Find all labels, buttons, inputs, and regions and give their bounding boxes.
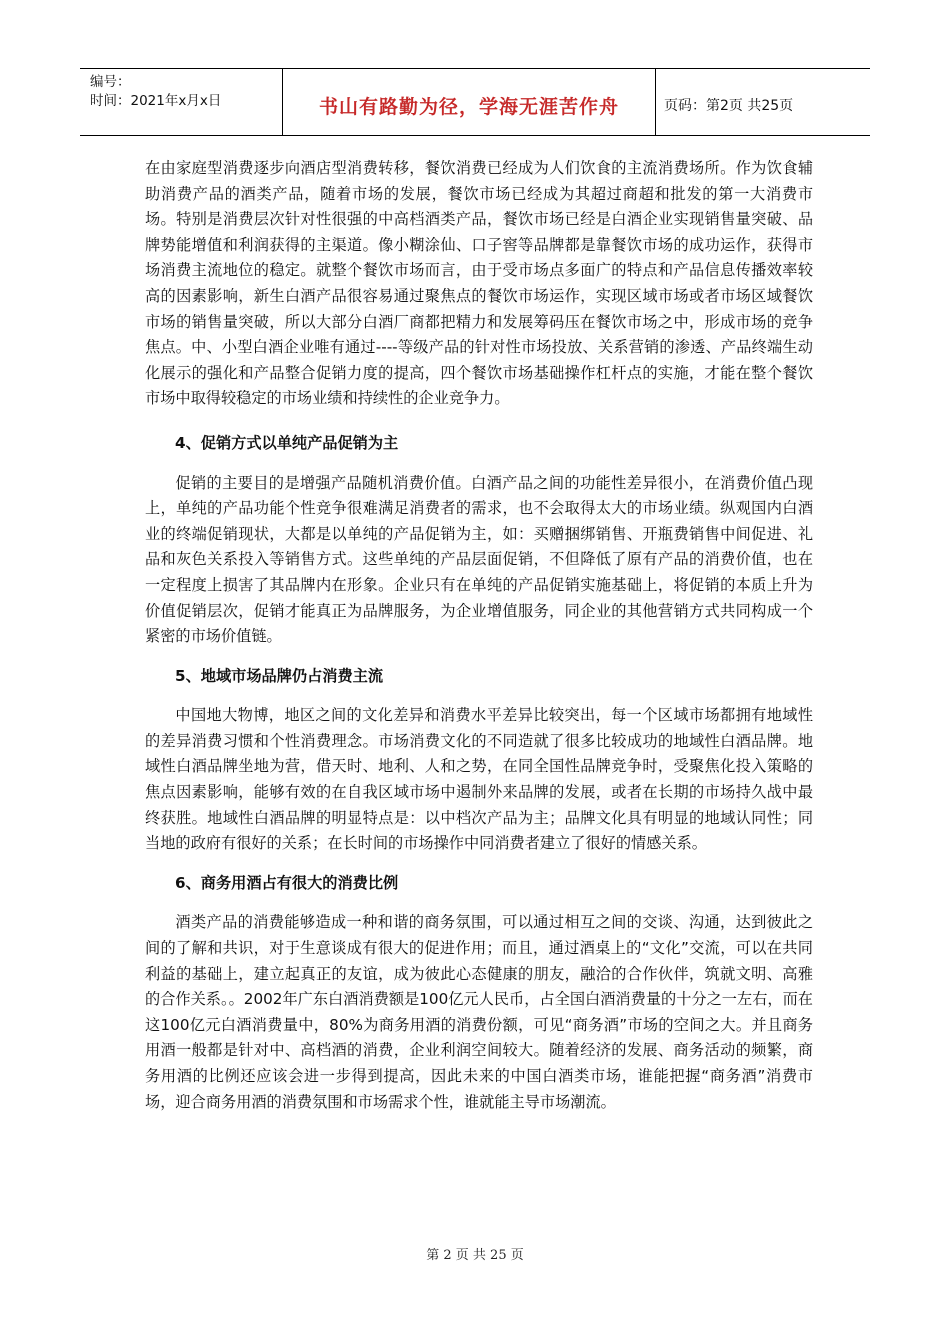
header-slogan: 书山有路勤为径，学海无涯苦作舟 xyxy=(283,69,656,135)
paragraph-regional-brands: 中国地大物博，地区之间的文化差异和消费水平差异比较突出，每一个区域市场都拥有地域性的差异消费习惯和个性消费理念。市场消费文化的不同造就了很多比较成功的地域性白酒品牌。地域性白酒品牌坐地为营，借天时、地利、人和之势，在同全国性品牌竞争时，受聚焦化投入策略的焦点因素影响，能够有效的在自我区域市场中遏制外来品牌的发展，或者在长期的市场持久战中最终获胜。地域性白酒品牌的明显特点是：以中档次产品为主；品牌文化具有明显的地域认同性；同当地的政府有很好的关系；在长时间的市场操作中同消费者建立了很好的情感关系。 xyxy=(145,706,813,853)
paragraph-dining-market: 在由家庭型消费逐步向酒店型消费转移，餐饮消费已经成为人们饮食的主流消费场所。作为饮食辅助消费产品的酒类产品，随着市场的发展，餐饮市场已经成为其超过商超和批发的第一大消费市场。特别是消费层次针对性很强的中高档酒类产品，餐饮市场已经是白酒企业实现销售量突破、品牌势能增值和利润获得的主渠道。像小糊涂仙、口子窖等品牌都是靠餐饮市场的成功运作，获得市场消费主流地位的稳定。就整个餐饮市场而言，由于受市场点多面广的特点和产品信息传播效率较高的因素影响，新生白酒产品很容易通过聚焦点的餐饮市场运作，实现区域市场或者市场区域餐饮市场的销售量突破，所以大部分白酒厂商都把精力和发展筹码压在餐饮市场之中，形成市场的竞争焦点。中、小型白酒企业唯有通过----等级产品的针对性市场投放、关系营销的渗透、产品终端生动化展示的强化和产品整合促销力度的提高，四个餐饮市场基础操作杠杆点的实施，才能在整个餐饮市场中取得较稳定的市场业绩和持续性的企业竞争力。 xyxy=(145,159,813,408)
paragraph-promotion: 促销的主要目的是增强产品随机消费价值。白酒产品之间的功能性差异很小，在消费价值凸现上，单纯的产品功能个性竞争很难满足消费者的需求，也不会取得太大的市场业绩。纵观国内白酒业的终端促销现状，大都是以单纯的产品促销为主，如：买赠捆绑销售、开瓶费销售中间促进、礼品和灰色关系投入等销售方式。这些单纯的产品层面促销，不但降低了原有产品的消费价值，也在一定程度上损害了其品牌内在形象。企业只有在单纯的产品促销实施基础上，将促销的本质上升为价值促销层次，促销才能真正为品牌服务，为企业增值服务，同企业的其他营销方式共同构成一个紧密的市场价值链。 xyxy=(145,473,813,646)
document-number-label: 编号： xyxy=(90,74,131,90)
section-heading-6: 6、商务用酒占有很大的消费比例 xyxy=(175,873,399,892)
document-body xyxy=(145,156,813,1115)
header-meta xyxy=(80,69,283,135)
page-header xyxy=(80,68,870,136)
page-footer: 第 2 页 共 25 页 xyxy=(426,1248,524,1263)
paragraph-business-liquor: 酒类产品的消费能够造成一种和谐的商务氛围，可以通过相互之间的交谈、沟通，达到彼此之间的了解和共识，对于生意谈成有很大的促进作用；而且，通过酒桌上的“文化”交流，可以在共同利益的基础上，建立起真正的友谊，成为彼此心态健康的朋友，融洽的合作伙伴，筑就文明、高雅的合作关系。。2002年广东白酒消费额是100亿元人民币，占全国白酒消费量的十分之一左右，而在这100亿元白酒消费量中，80%为商务用酒的消费份额，可见“商务酒”市场的空间之大。并且商务用酒一般都是针对中、高档酒的消费，企业利润空间较大。随着经济的发展、商务活动的频繁，商务用酒的比例还应该会进一步得到提高，因此未来的中国白酒类市场，谁能把握“商务酒”消费市场，迎合商务用酒的消费氛围和市场需求个性，谁就能主导市场潮流。 xyxy=(145,913,813,1111)
header-page-info: 页码：第2页 共25页 xyxy=(664,98,794,114)
document-time-label: 时间：2021年x月x日 xyxy=(90,93,222,109)
section-heading-4: 4、促销方式以单纯产品促销为主 xyxy=(175,433,399,452)
section-heading-5: 5、地域市场品牌仍占消费主流 xyxy=(175,666,384,685)
